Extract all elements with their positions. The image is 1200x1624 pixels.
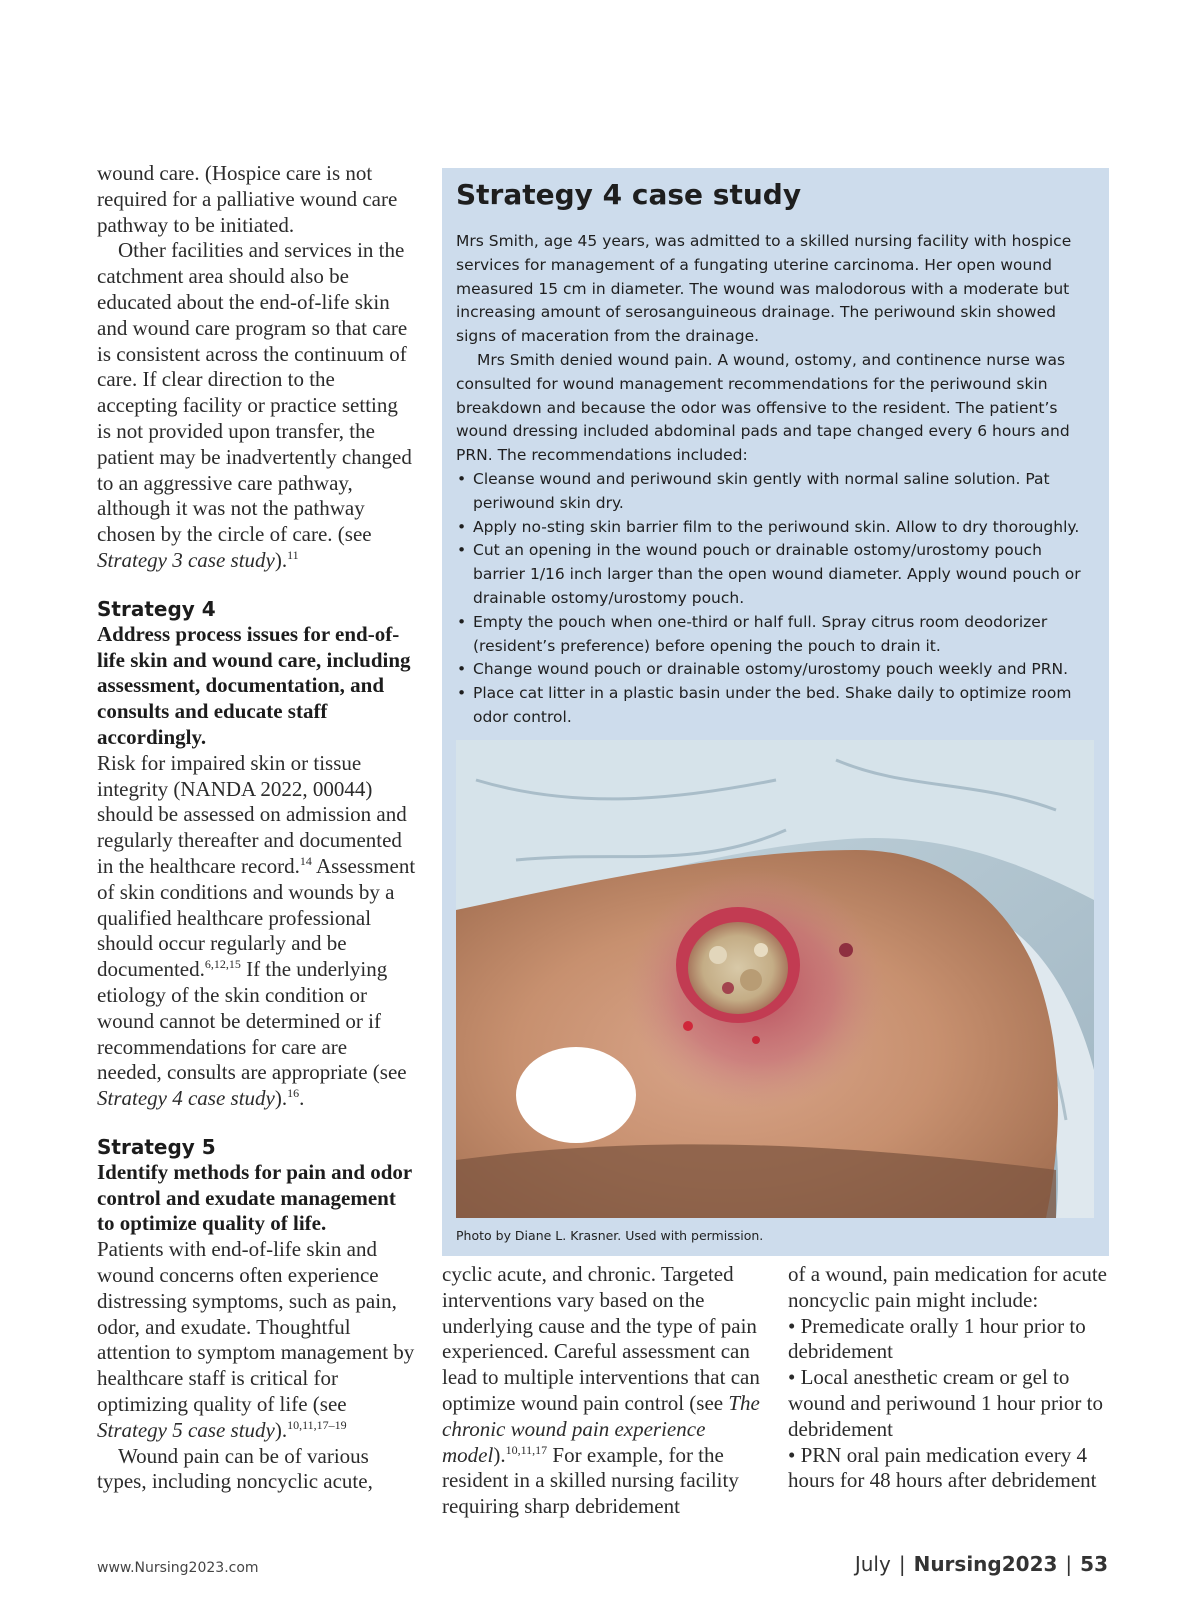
list-item: • Change wound pouch or drainable ostomy/urostomy pouch weekly and PRN. [456, 658, 1081, 682]
paragraph: cyclic acute, and chronic. Targeted interventions vary based on the underlying cause and the type of pain experienced. Careful assessment can lead to multiple interventions that can optimize wound pain control (see The chronic wound pain experience model).$^{10,11,17}$ For example, for the resident in a skilled nursing facility requiring sharp debridement [442, 1262, 760, 1519]
paragraph: Risk for impaired skin or tissue integrity (NANDA 2022, 00044) should be assessed on admission and regularly thereafter and documented in the healthcare record.$^{14}$ Assessment of skin conditions and wounds by a qualified healthcare professional should occur regularly and be documented.$^{6,12,15}$ If the underlying etiology of the skin condition or wound cannot be determined or if recommendations for care are needed, consults are appropriate (see Strategy 4 case study).$^{16}$. [97, 750, 416, 1111]
list-item: • Cleanse wound and periwound skin gently with normal saline solution. Pat periwound skin dry. [456, 468, 1081, 516]
strategy-5-heading: Strategy 5 [97, 1134, 216, 1159]
footer-separator: | [898, 1552, 906, 1576]
case-study-box [442, 168, 1109, 1256]
list-item: • Empty the pouch when one-third or half full. Spray citrus room deodorizer (resident’s preference) before opening the pouch to drain it. [456, 611, 1081, 659]
paragraph: Patients with end-of-life skin and wound concerns often experience distressing symptoms, such as pain, odor, and exudate. Thoughtful attention to symptom management by healthcare staff is critical for optimizing quality of life (see Strategy 5 case study).$^{10,11,17-19}$ [97, 1237, 415, 1442]
strategy-4-subheading: Address process issues for end-of-life skin and wound care, including assessment, documentation, and consults and educate staff accordingly. [97, 621, 411, 749]
photo-caption: Photo by Diane L. Krasner. Used with permission. [456, 1228, 764, 1243]
case-study-paragraph: Mrs Smith, age 45 years, was admitted to a skilled nursing facility with hospice services for management of a fungating uterine carcinoma. Her open wound measured 15 cm in diameter. The wound was malodorous with a moderate but increasing amount of serosanguineous drainage. The periwound skin showed signs of maceration from the drainage. [456, 232, 1072, 346]
middle-column [442, 1262, 767, 1520]
strategy-4-heading: Strategy 4 [97, 596, 216, 621]
list-item: • Apply no-sting skin barrier film to the periwound skin. Allow to dry thoroughly. [456, 516, 1081, 540]
wound-photo [456, 740, 1094, 1218]
list-item: • Premedicate orally 1 hour prior to debridement [788, 1313, 1086, 1364]
strategy-5-subheading: Identify methods for pain and odor control and exudate management to optimize quality of life. [97, 1159, 412, 1236]
strategy-3-reference: Strategy 3 case study [97, 547, 275, 572]
recommendations-list [456, 468, 1081, 730]
footer-month: July [854, 1552, 891, 1576]
case-study-title: Strategy 4 case study [456, 178, 802, 211]
footer-page-info [855, 1552, 1108, 1576]
list-item: • Cut an opening in the wound pouch or drainable ostomy/urostomy pouch barrier 1/16 inch larger than the open wound diameter. Apply wound pouch or drainable ostomy/urostomy pouch. [456, 539, 1081, 610]
list-item: • Place cat litter in a plastic basin under the bed. Shake daily to optimize room odor control. [456, 682, 1081, 730]
left-column [97, 161, 417, 1495]
case-study-text [456, 230, 1081, 730]
paragraph: of a wound, pain medication for acute noncyclic pain might include: [788, 1262, 1107, 1312]
paragraph: Wound pain can be of various types, including noncyclic acute, [97, 1443, 373, 1494]
strategy-4-reference: Strategy 4 case study [97, 1086, 275, 1111]
right-column [788, 1262, 1108, 1494]
case-study-paragraph: Mrs Smith denied wound pain. A wound, ostomy, and continence nurse was consulted for wound management recommendations for the periwound skin breakdown and because the odor was offensive to the resident. The patient’s wound dressing included abdominal pads and tape changed every 6 hours and PRN. The recommendations included: [456, 350, 1070, 465]
paragraph: Other facilities and services in the catchment area should also be educated about the end-of-life skin and wound care program so that care is consistent across the continuum of care. If clear direction to the accepting facility or practice setting is not provided upon transfer, the patient may be inadvertently changed to an aggressive care pathway, although it was not the pathway chosen by the circle of care. (see Strategy 3 case study).$^{11}$ [97, 238, 412, 572]
pain-model-reference: The chronic wound pain experience model [442, 1390, 760, 1467]
list-item: • PRN oral pain medication every 4 hours for 48 hours after debridement [788, 1442, 1097, 1493]
footer-url: www.Nursing2023.com [97, 1560, 259, 1576]
strategy-5-reference: Strategy 5 case study [97, 1417, 275, 1442]
footer-magazine: Nursing2023 [913, 1552, 1058, 1576]
page-number: 53 [1080, 1552, 1108, 1576]
paragraph: wound care. (Hospice care is not required for a palliative wound care pathway to be initiated. [97, 161, 398, 237]
footer-separator: | [1065, 1552, 1073, 1576]
list-item: • Local anesthetic cream or gel to wound and periwound 1 hour prior to debridement [788, 1365, 1103, 1441]
